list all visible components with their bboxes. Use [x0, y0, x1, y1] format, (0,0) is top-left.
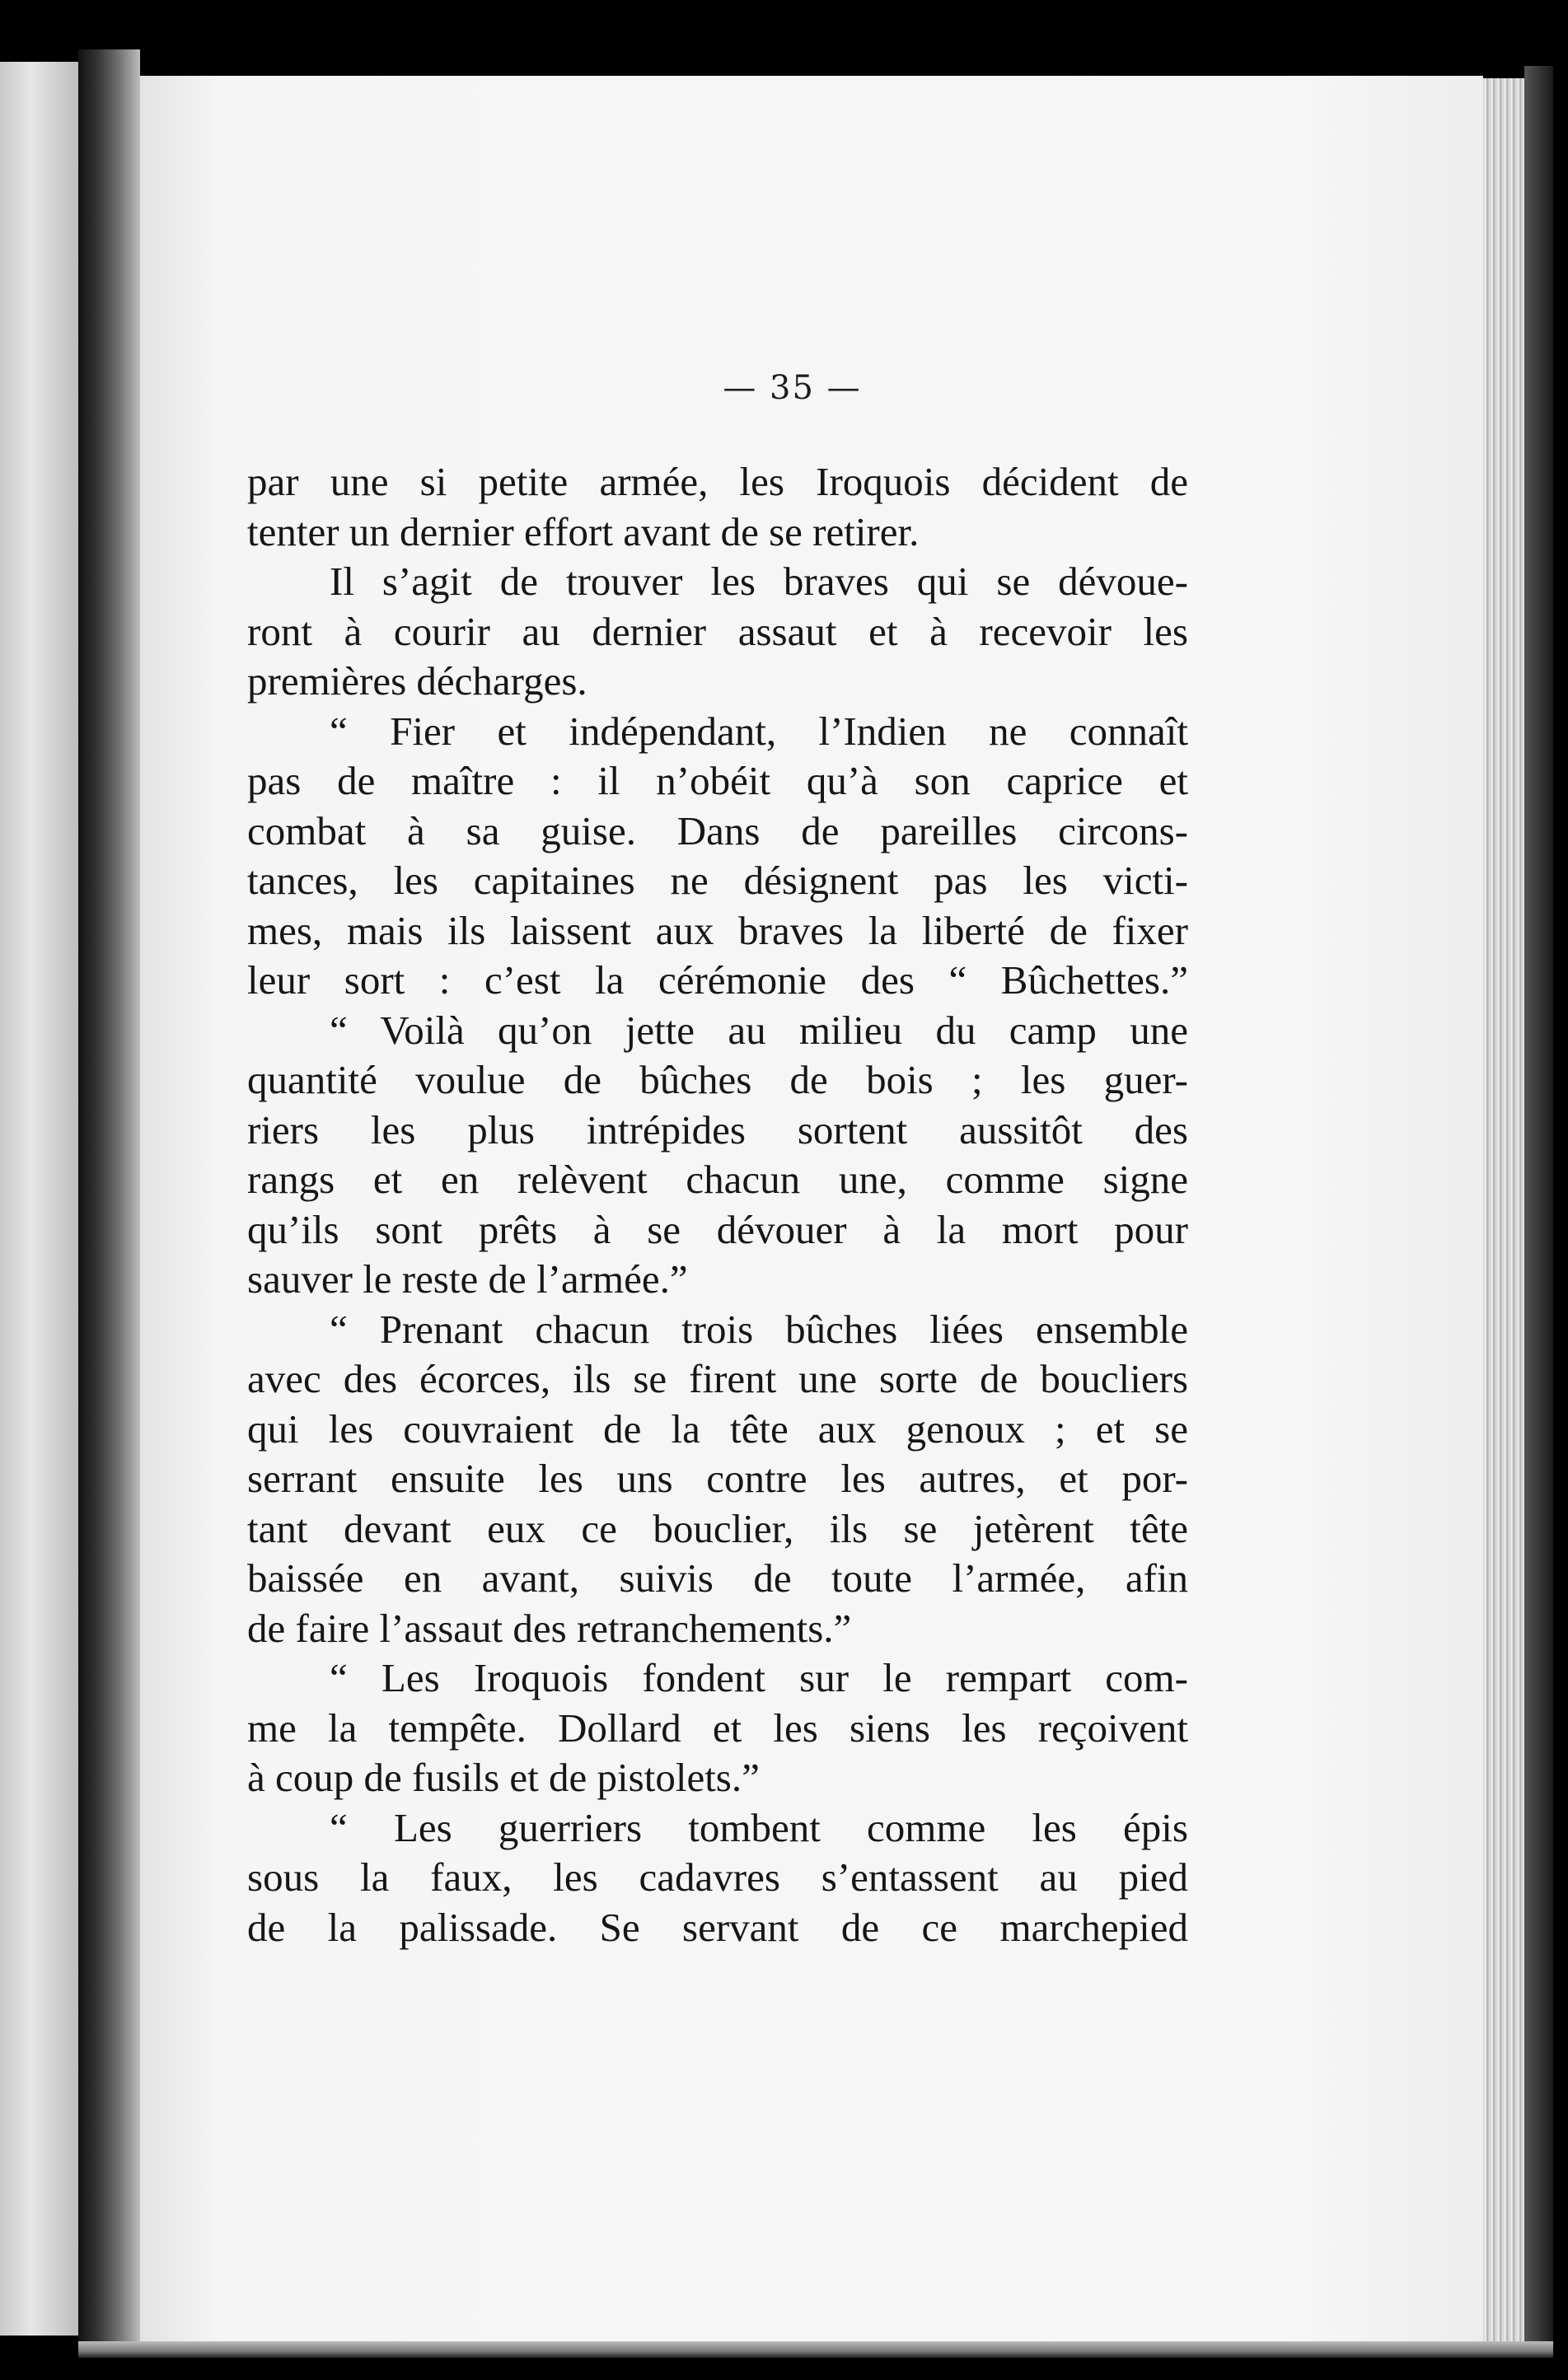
text-line: à coup de fusils et de pistolets.”	[247, 1755, 760, 1800]
text-line: “ Les guerriers tombent comme les épis	[330, 1804, 1188, 1850]
text-line: rangs et en relèvent chacun une, comme signe	[247, 1157, 1188, 1202]
text-line: me la tempête. Dollard et les siens les reçoivent	[247, 1704, 1188, 1751]
text-line: pas de maître : il n’obéit qu’à son caprice et	[247, 758, 1188, 803]
text-line: par une si petite armée, les Iroquois décident de	[247, 459, 1188, 504]
page-stack-edges	[1483, 78, 1524, 2344]
body-text	[247, 457, 1188, 1952]
text-line: riers les plus intrépides sortent aussitôt des	[247, 1106, 1188, 1153]
text-line: sauver le reste de l’armée.”	[247, 1256, 688, 1302]
text-line: baissée en avant, suivis de toute l’armée, afin	[247, 1555, 1188, 1601]
text-line: tances, les capitaines ne désignent pas les victi-	[247, 858, 1188, 903]
text-line: de la palissade. Se servant de ce marchepied	[247, 1904, 1188, 1950]
text-line: premières décharges.	[247, 658, 587, 704]
text-line: mes, mais ils laissent aux braves la liberté de fixer	[247, 907, 1188, 953]
text-line: tenter un dernier effort avant de se retirer.	[247, 508, 920, 554]
text-line: avec des écorces, ils se firent une sorte de boucliers	[247, 1356, 1188, 1401]
page-bottom-edge	[78, 2341, 1553, 2358]
text-line: combat à sa guise. Dans de pareilles circons-	[247, 807, 1188, 853]
text-line: qui les couvraient de la tête aux genoux ; et se	[247, 1405, 1188, 1452]
text-line: tant devant eux ce bouclier, ils se jetèrent tête	[247, 1505, 1188, 1551]
book-cover-edge	[1524, 66, 1553, 2356]
text-line: quantité voulue de bûches de bois ; les guer-	[247, 1057, 1188, 1102]
text-line: de faire l’assaut des retranchements.”	[247, 1605, 852, 1651]
text-line: qu’ils sont prêts à se dévouer à la mort pour	[247, 1206, 1188, 1252]
text-line: Il s’agit de trouver les braves qui se dévoue-	[330, 559, 1188, 604]
text-line: “ Les Iroquois fondent sur le rempart com-	[330, 1655, 1188, 1700]
text-line: “ Prenant chacun trois bûches liées ensemble	[330, 1306, 1188, 1352]
text-line: “ Fier et indépendant, l’Indien ne connaît	[330, 708, 1188, 754]
text-line: serrant ensuite les uns contre les autres, et por-	[247, 1456, 1188, 1501]
text-line: “ Voilà qu’on jette au milieu du camp une	[330, 1007, 1188, 1053]
text-line: ront à courir au dernier assaut et à recevoir les	[247, 608, 1188, 654]
text-line: sous la faux, les cadavres s’entassent au pied	[247, 1854, 1188, 1900]
page-number: — 35 —	[723, 369, 862, 407]
text-line: leur sort : c’est la cérémonie des “ Bûchettes.”	[247, 957, 1188, 1003]
